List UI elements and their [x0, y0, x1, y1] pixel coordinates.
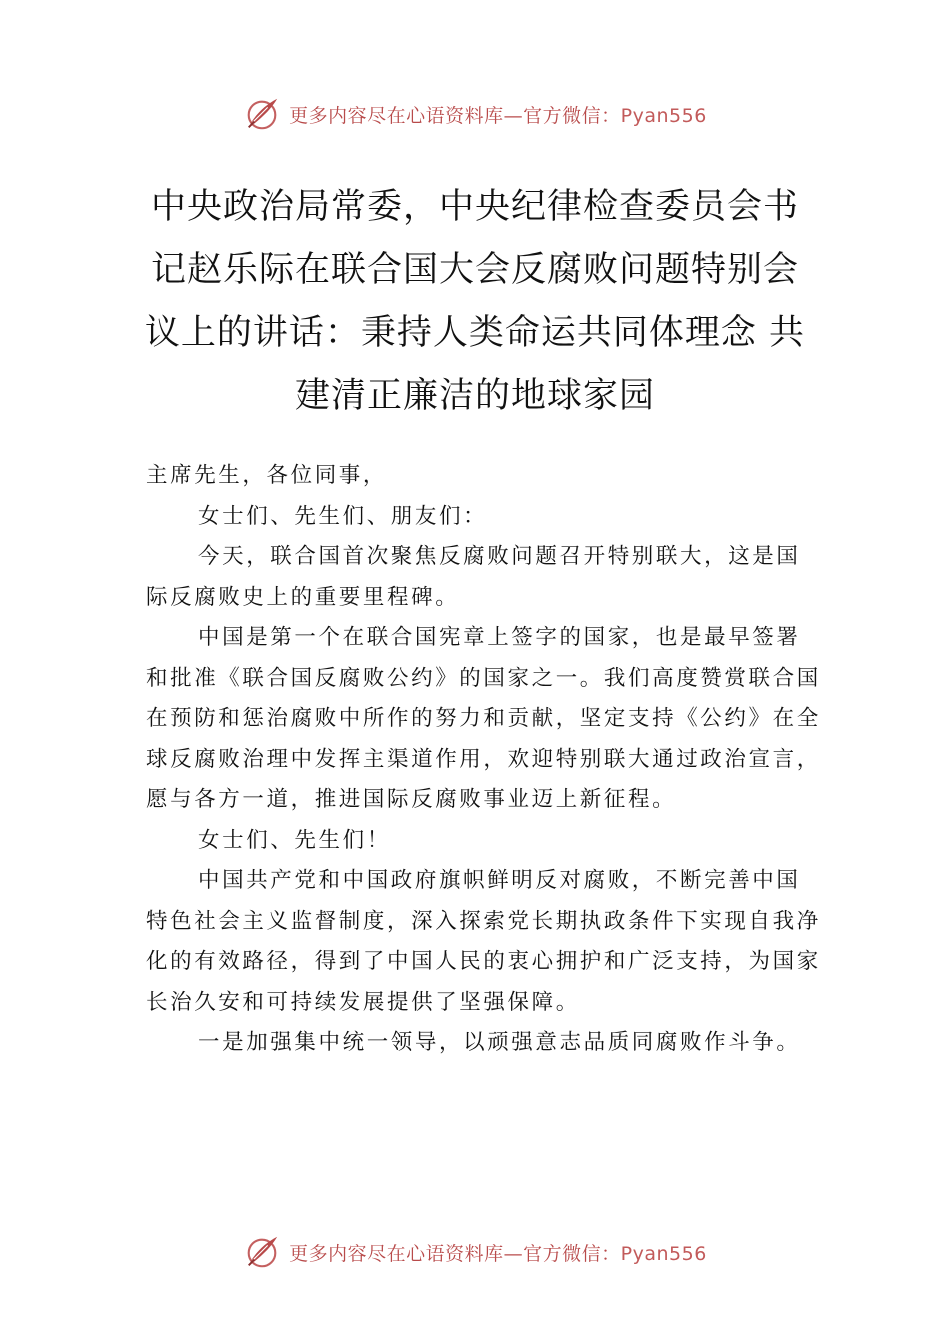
watermark-header [0, 92, 950, 136]
watermark-id: Pyan556 [620, 1242, 707, 1265]
paragraph: 中国共产党和中国政府旗帜鲜明反对腐败，不断完善中国特色社会主义监督制度，深入探索党长期执政条件下实现自我净化的有效路径，得到了中国人民的衷心拥护和广泛支持，为国家长治久安和可持续发展提供了坚强保障。 [146, 868, 821, 1015]
paragraph-salutation: 主席先生，各位同事， [146, 463, 388, 488]
document-body [146, 456, 824, 1064]
paragraph: 今天，联合国首次聚焦反腐败问题召开特别联大，这是国际反腐败史上的重要里程碑。 [146, 544, 801, 610]
paragraph-greeting: 女士们、先生们、朋友们： [198, 503, 488, 529]
watermark-footer [0, 1230, 950, 1274]
watermark-id: Pyan556 [620, 104, 707, 127]
paragraph: 中国是第一个在联合国宪章上签字的国家，也是最早签署和批准《联合国反腐败公约》的国家之一。我们高度赞赏联合国在预防和惩治腐败中所作的努力和贡献，坚定支持《公约》在全球反腐败治理中发挥主渠道作用，欢迎特别联大通过政治宣言，愿与各方一道，推进国际反腐败事业迈上新征程。 [146, 625, 821, 812]
quill-logo-icon [243, 1233, 281, 1271]
paragraph-greeting: 女士们、先生们！ [198, 827, 391, 853]
watermark-text: 更多内容尽在心语资料库—官方微信：Pyan556 [289, 104, 707, 127]
paragraph: 一是加强集中统一领导，以顽强意志品质同腐败作斗争。 [198, 1030, 801, 1055]
document-title: 中央政治局常委，中央纪律检查委员会书记赵乐际在联合国大会反腐败问题特别会议上的讲话：秉持人类命运共同体理念 共建清正廉洁的地球家园 [144, 187, 806, 416]
quill-logo-icon [243, 95, 281, 133]
watermark-text: 更多内容尽在心语资料库—官方微信：Pyan556 [289, 1242, 707, 1265]
